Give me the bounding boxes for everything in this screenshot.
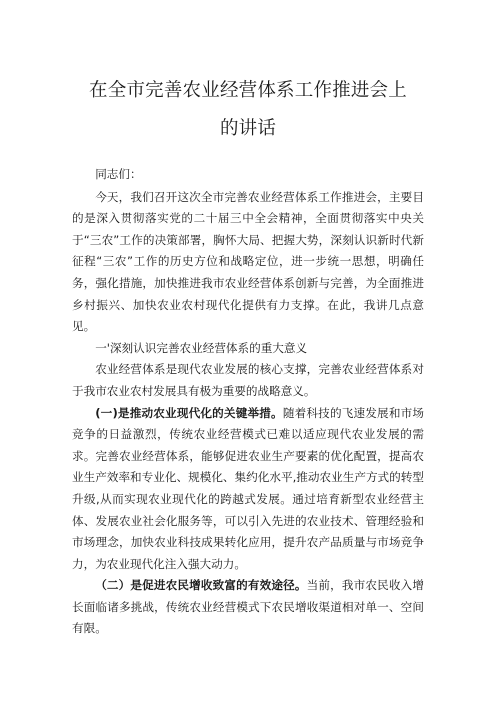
document-body <box>72 164 424 640</box>
title-line-2: 的讲话 <box>219 118 277 139</box>
title-line-1: 在全市完善农业经营体系工作推进会上 <box>89 80 407 101</box>
paragraph-intro: 今天，我们召开这次全市完善农业经营体系工作推进会，主要目的是深入贯彻落实党的二十届三中全会精神，全面贯彻落实中央关于“三农”工作的决策部署，胸怀大局、把握大势，深刻认识新时代新征程“三农”工作的历史方位和战略定位，进一步统一思想，明确任务，强化措施，加快推进我市农业经营体系创新与完善，为全面推进乡村振兴、加快农业农村现代化提供有力支撑。在此，我讲几点意见。 <box>72 189 424 334</box>
section-heading-1: 一'深刻认识完善农业经营体系的重大意义 <box>95 340 308 355</box>
point-1-text: 随着科技的飞速发展和市场竞争的日益激烈，传统农业经营模式已难以适应现代农业发展的需求。完善农业经营体系，能够促进农业生产要素的优化配置，提高农业生产效率和专业化、规模化、集约化水平,推动农业生产方式的转型升级,从而实现农业现代化的跨越式发展。通过培育新型农业经营主体、发展农业社会化服务等，可以引入先进的农业技术、管理经验和市场理念，加快农业科技成果转化应用，提升农产品质量与市场竞争力，为农业现代化注入强大动力。 <box>72 405 424 571</box>
paragraph-point-1 <box>72 403 424 576</box>
point-2-lead: （二）是促进农民增收致富的有效途径。 <box>95 578 307 593</box>
point-1-lead: (一)是推动农业现代化的关键举措。 <box>95 405 283 420</box>
document-title <box>72 0 424 148</box>
paragraph-point-2 <box>72 575 424 640</box>
salutation: 同志们： <box>95 167 142 181</box>
paragraph-significance: 农业经营体系是现代农业发展的核心支撑，完善农业经营体系对于我市农业农村发展具有极为重要的战略意义。 <box>72 362 424 398</box>
point-2-text: 当前，我市农民收入增长面临诸多挑战，传统农业经营模式下农民增收渠道相对单一、空间有限。 <box>72 578 424 636</box>
